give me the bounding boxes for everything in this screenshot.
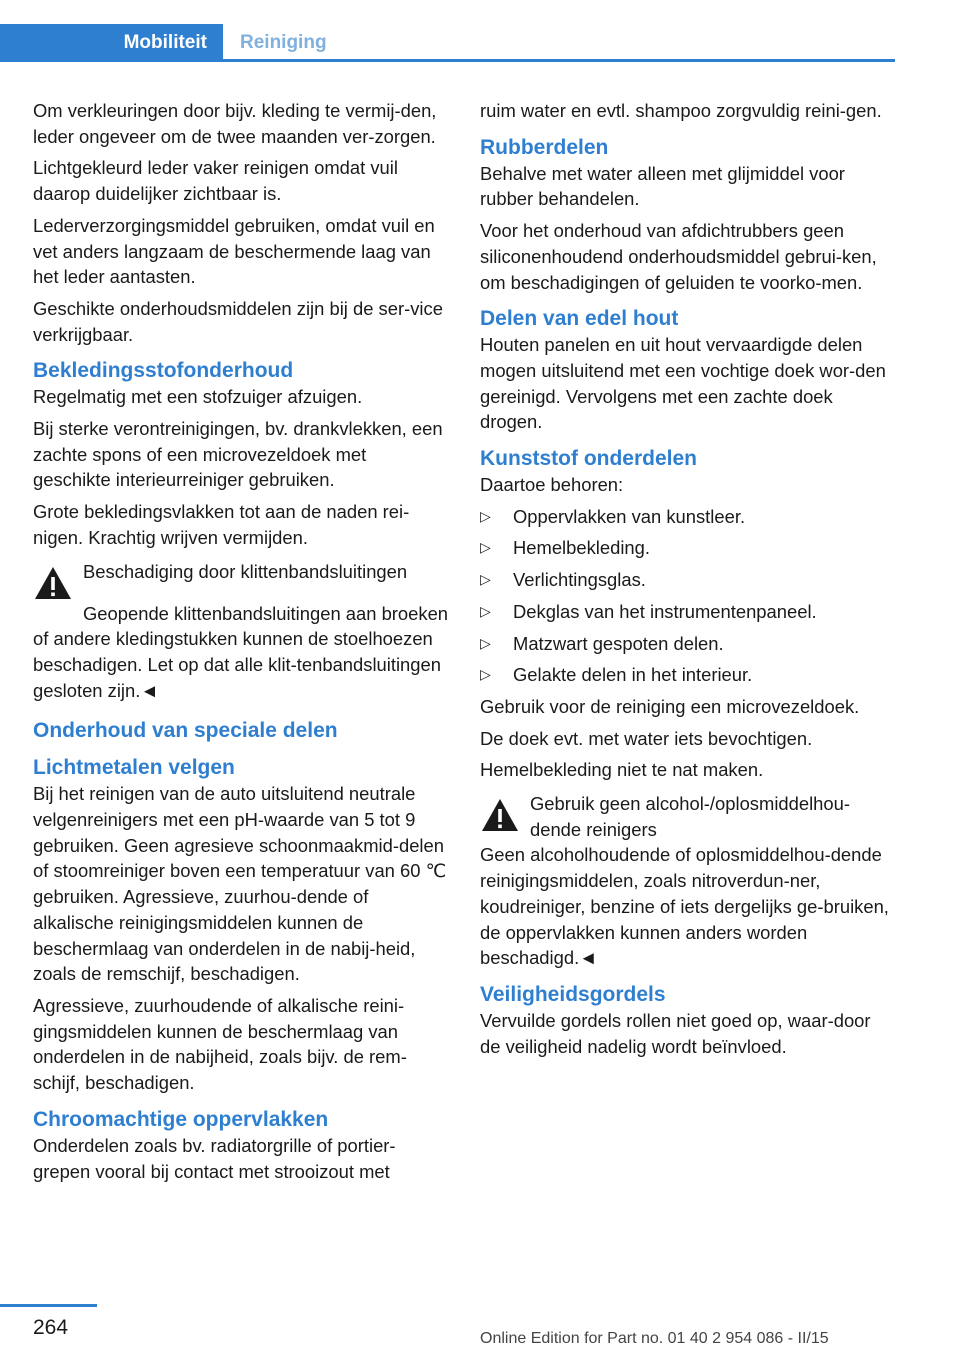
paragraph: Gebruik voor de reiniging een microvezeldoek.	[480, 695, 860, 717]
list-item	[480, 535, 896, 561]
paragraph: ruim water en evtl. shampoo zorgvuldig reini-gen.	[480, 100, 882, 121]
paragraph: Hemelbekleding niet te nat maken.	[480, 759, 764, 781]
list-item-text: Oppervlakken van kunstleer.	[513, 505, 746, 527]
paragraph: Daartoe behoren:	[480, 474, 624, 496]
kunststof-list	[480, 504, 896, 688]
paragraph: Lichtgekleurd leder vaker reinigen omdat vuil daarop duidelijker zichtbaar is.	[33, 157, 398, 205]
header-rule	[0, 59, 895, 62]
paragraph: Vervuilde gordels rollen niet goed op, waar-door de veiligheid nadelig wordt beïnvloed.	[480, 1009, 871, 1057]
page-number: 264	[33, 1316, 69, 1339]
list-item-text: Hemelbekleding.	[513, 537, 650, 559]
paragraph: Bij het reinigen van de auto uitsluitend neutrale velgenreinigers met een pH-waarde van 5 tot 9 gebruiken. Geen agresieve schoonmaakmid-delen of stoomreiniger boven een temperatuur van 60 ℃ gebruiken. Agressieve, zuurhou-dende of alkalische reinigingsmiddelen kunnen de beschermlaag van onderdelen in de nabij-heid, zoals de remschijf, beschadigen.	[33, 783, 447, 985]
paragraph: Behalve met water alleen met glijmiddel voor rubber behandelen.	[480, 162, 845, 210]
bullet-triangle-icon: ▷	[480, 571, 491, 588]
warning-block	[33, 559, 449, 601]
heading-chroomachtige-oppervlakken: Chroomachtige oppervlakken	[33, 1107, 329, 1131]
list-item-text: Matzwart gespoten delen.	[513, 632, 724, 654]
edition-text: Online Edition for Part no. 01 40 2 954 086 - II/15	[480, 1330, 829, 1347]
list-item	[480, 599, 896, 625]
list-item	[480, 631, 896, 657]
list-item	[480, 567, 896, 593]
warning-triangle-icon	[480, 797, 520, 833]
list-item	[480, 504, 896, 530]
heading-bekledingsstofonderhoud: Bekledingsstofonderhoud	[33, 359, 294, 383]
tab-reiniging: Reiniging	[240, 32, 327, 53]
warning-body: Geen alcoholhoudende of oplosmiddelhou-dende reinigingsmiddelen, zoals nitroverdun-ner, koudreiniger, benzine of iets dergelijks ge-bruiken, de oppervlakken kunnen anders worden beschadigd.◄	[480, 844, 889, 969]
list-item-text: Verlichtingsglas.	[513, 569, 646, 591]
paragraph: Onderdelen zoals bv. radiatorgrille of portier-grepen vooral bij contact met strooizout met	[33, 1134, 396, 1182]
warning-triangle-icon	[33, 565, 73, 601]
warning-title: Gebruik geen alcohol-/oplosmiddelhou-dende reinigers	[530, 793, 850, 840]
paragraph: Grote bekledingsvlakken tot aan de naden rei-nigen. Krachtig wrijven vermijden.	[33, 501, 410, 548]
paragraph: Om verkleuringen door bijv. kleding te vermij-den, leder ongeveer om de twee maanden ver-zorgen.	[33, 100, 437, 147]
bullet-triangle-icon: ▷	[480, 666, 491, 683]
bullet-triangle-icon: ▷	[480, 634, 491, 651]
warning-body: Geopende klittenbandsluitingen aan broeken of andere kledingstukken kunnen de stoelhoezen beschadigen. Let op dat alle klit-tenbandsluitingen gesloten zijn.◄	[33, 602, 449, 701]
bullet-triangle-icon: ▷	[480, 602, 491, 619]
right-column	[480, 98, 896, 1065]
list-item-text: Dekglas van het instrumentenpaneel.	[513, 600, 817, 622]
paragraph: Voor het onderhoud van afdichtrubbers geen siliconenhoudend onderhoudsmiddel gebrui-ken, om beschadigingen of geluiden te voorko-men.	[480, 220, 877, 293]
section-tab-bar	[0, 24, 895, 62]
paragraph: Agressieve, zuurhoudende of alkalische reini-gingsmiddelen kunnen de beschermlaag van onderdelen in de nabijheid, zoals bijv. de rem-schijf, beschadigen.	[33, 994, 407, 1094]
paragraph: Geschikte onderhoudsmiddelen zijn bij de ser-vice verkrijgbaar.	[33, 297, 443, 345]
tab-mobiliteit: Mobiliteit	[0, 24, 223, 62]
paragraph: Houten panelen en uit hout vervaardigde delen mogen uitsluitend met een vochtige doek wor-den gereinigd. Vervolgens met een zachte doek drogen.	[480, 334, 886, 433]
left-column	[33, 98, 449, 1190]
footer-rule	[0, 1304, 97, 1307]
bullet-triangle-icon: ▷	[480, 507, 491, 524]
warning-title: Beschadiging door klittenbandsluitingen	[83, 560, 408, 582]
heading-edel-hout: Delen van edel hout	[480, 307, 679, 331]
paragraph: De doek evt. met water iets bevochtigen.	[480, 727, 813, 749]
heading-speciale-delen: Onderhoud van speciale delen	[33, 719, 338, 743]
warning-block	[480, 791, 896, 842]
heading-lichtmetalen-velgen: Lichtmetalen velgen	[33, 756, 235, 780]
paragraph: Lederverzorgingsmiddel gebruiken, omdat vuil en vet anders langzaam de beschermende laag van het leder aantasten.	[33, 214, 435, 288]
paragraph: Regelmatig met een stofzuiger afzuigen.	[33, 386, 363, 408]
bullet-triangle-icon: ▷	[480, 539, 491, 556]
list-item	[480, 662, 896, 688]
heading-rubberdelen: Rubberdelen	[480, 135, 609, 159]
heading-kunststof-onderdelen: Kunststof onderdelen	[480, 447, 698, 471]
list-item-text: Gelakte delen in het interieur.	[513, 664, 753, 686]
heading-veiligheidsgordels: Veiligheidsgordels	[480, 982, 666, 1006]
paragraph: Bij sterke verontreinigingen, bv. drankvlekken, een zachte spons of een microvezeldoek met geschikte interieurreiniger gebruiken.	[33, 418, 443, 491]
